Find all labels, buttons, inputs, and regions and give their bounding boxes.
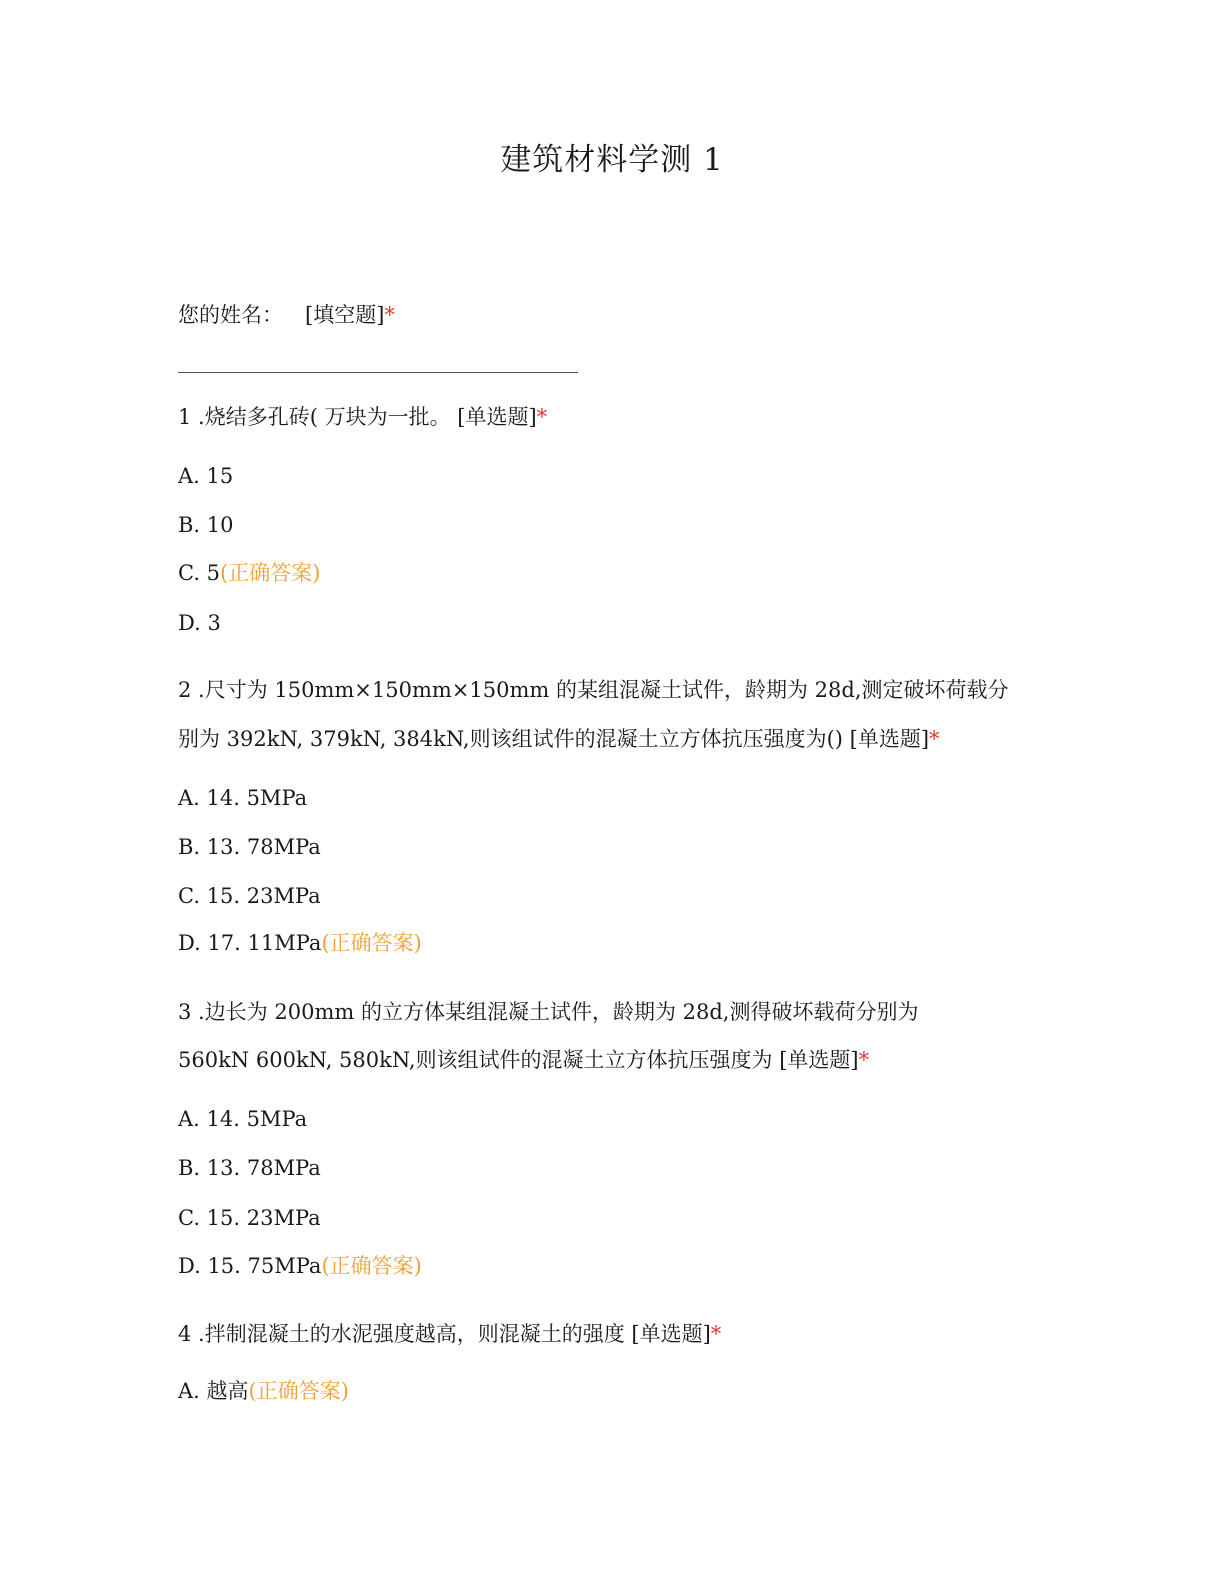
name-field-label: 您的姓名： [178, 303, 283, 327]
question-3-option-b[interactable]: B. 13. 78MPa [178, 1156, 321, 1180]
question-4-option-a[interactable]: A. 越高(正确答案) [178, 1379, 349, 1403]
question-1-option-c[interactable]: C. 5(正确答案) [178, 561, 321, 585]
required-mark: * [858, 1048, 870, 1072]
question-2-option-c[interactable]: C. 15. 23MPa [178, 884, 321, 908]
question-3-text-line-1: 3 .边长为 200mm 的立方体某组混凝土试件，龄期为 28d,测得破坏载荷分别为 [178, 1000, 919, 1024]
question-2-option-b[interactable]: B. 13. 78MPa [178, 835, 321, 859]
required-mark: * [710, 1322, 722, 1346]
name-input-line[interactable] [178, 372, 578, 373]
question-4-text: 4 .拌制混凝土的水泥强度越高，则混凝土的强度 [单选题]* [178, 1322, 722, 1346]
question-1-option-d[interactable]: D. 3 [178, 611, 221, 635]
question-1-option-b[interactable]: B. 10 [178, 513, 234, 537]
question-1-text: 1 .烧结多孔砖( 万块为一批。 [单选题]* [178, 405, 548, 429]
correct-answer-label: (正确答案) [321, 931, 422, 955]
name-field-type-tag: [填空题] [305, 303, 385, 327]
question-3-text-line-2: 560kN 600kN, 580kN,则该组试件的混凝土立方体抗压强度为 [单选题]* [178, 1048, 870, 1072]
correct-answer-label: (正确答案) [321, 1254, 422, 1278]
correct-answer-label: (正确答案) [248, 1379, 349, 1403]
question-3-option-d[interactable]: D. 15. 75MPa(正确答案) [178, 1254, 422, 1278]
required-mark: * [384, 303, 395, 327]
question-3-option-a[interactable]: A. 14. 5MPa [178, 1107, 308, 1131]
question-2-option-a[interactable]: A. 14. 5MPa [178, 786, 308, 810]
name-field-label-row [178, 300, 395, 330]
question-2-option-d[interactable]: D. 17. 11MPa(正确答案) [178, 931, 422, 955]
question-2-text-line-2: 别为 392kN, 379kN, 384kN,则该组试件的混凝土立方体抗压强度为() [单选题]* [178, 727, 940, 751]
page-title: 建筑材料学测 1 [500, 142, 724, 178]
question-1-option-a[interactable]: A. 15 [178, 464, 234, 488]
required-mark: * [929, 727, 940, 751]
required-mark: * [536, 405, 548, 429]
correct-answer-label: (正确答案) [220, 561, 321, 585]
question-2-text-line-1: 2 .尺寸为 150mm×150mm×150mm 的某组混凝土试件，龄期为 28d,测定破坏荷载分 [178, 678, 1009, 702]
question-3-option-c[interactable]: C. 15. 23MPa [178, 1206, 321, 1230]
